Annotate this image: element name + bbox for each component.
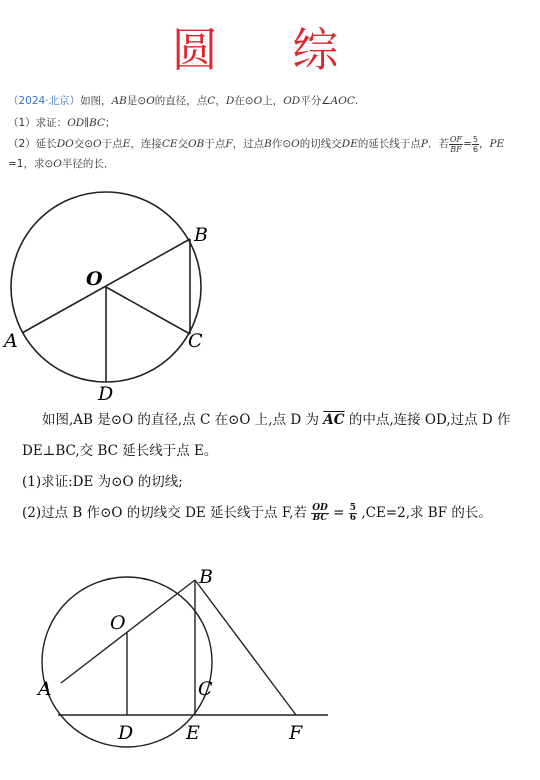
stem-text: ，: [215, 95, 226, 107]
problem-2: [22, 405, 532, 529]
label-o: O: [110, 612, 126, 634]
math-pe: PE: [489, 138, 505, 150]
frac-num: OD: [312, 503, 328, 513]
math-aoc: AOC: [330, 95, 355, 107]
q2-text: ．若: [427, 138, 449, 150]
math-b: B: [264, 138, 272, 150]
math-do: DO: [56, 138, 74, 150]
stem-text: 是⊙: [126, 95, 147, 107]
fraction-5-6: [349, 504, 357, 523]
figure-2-circle-tangent-diagram: [0, 550, 360, 750]
label-d: D: [118, 722, 134, 744]
problem-2-question-1: (1)求证:DE 为⊙O 的切线;: [22, 474, 183, 490]
fraction-of-bf: [449, 135, 463, 154]
frac-num: 5: [349, 503, 357, 513]
label-f: F: [289, 722, 303, 744]
math-e: E: [122, 138, 131, 150]
stem-text-line2: DE⊥BC,交 BC 延长线于点 E。: [22, 443, 218, 459]
q2-text: =1，求⊙: [8, 158, 54, 170]
frac-den: 6: [349, 513, 357, 523]
label-b: B: [199, 566, 213, 588]
math-o: O: [291, 138, 300, 150]
label-a: A: [4, 330, 18, 352]
math-ce: CE: [161, 138, 178, 150]
math-ob: OB: [188, 138, 205, 150]
q2-text: （2）延长: [8, 138, 57, 150]
segment-oc: [106, 287, 190, 334]
q2-text: ，: [478, 138, 490, 150]
q1-math: OD∥BC: [67, 117, 106, 129]
equals-sign: =: [333, 505, 345, 521]
q2-text: 的延长线于点: [357, 138, 421, 150]
problem-1-question-2: [8, 134, 536, 174]
math-o: O: [93, 138, 102, 150]
math-c: C: [207, 95, 216, 107]
q2-text: ，过点: [232, 138, 265, 150]
q1-prefix: （1）求证：: [8, 117, 68, 129]
q2-text: 交: [177, 138, 189, 150]
stem-text: 的中点,连接 OD,过点 D 作: [348, 412, 511, 428]
label-a: A: [38, 678, 52, 700]
frac-num: 5: [472, 134, 478, 144]
problem-1: [8, 90, 536, 174]
problem-2-stem: [22, 405, 532, 436]
label-e: E: [186, 722, 200, 744]
label-c: C: [188, 330, 203, 352]
page-title: 圆 综: [171, 23, 369, 77]
problem-1-stem: [8, 90, 536, 112]
fraction-5-6: [472, 135, 479, 154]
label-d: D: [98, 383, 114, 400]
diameter-ab: [61, 580, 195, 683]
stem-text: .: [354, 95, 359, 107]
stem-text: 如图，: [80, 95, 112, 107]
q1-suffix: ；: [105, 117, 116, 129]
q2-text: 作⊙: [271, 138, 292, 150]
source-tag: （2024·北京）: [8, 95, 81, 107]
figure-1-circle-diagram: [0, 185, 230, 400]
frac-den: BC: [312, 513, 328, 523]
problem-2-question-2: [22, 498, 532, 529]
label-b: B: [194, 224, 208, 246]
q2-text: (2)过点 B 作⊙O 的切线交 DE 延长线于点 F,若: [22, 505, 307, 521]
frac-den: 6: [472, 144, 478, 154]
stem-text: 的直径，点: [154, 95, 208, 107]
arc-ac: $\overline{AC}$: [323, 412, 345, 428]
problem-1-question-1: [8, 112, 536, 134]
q2-text: ,CE=2,求 BF 的长。: [361, 505, 492, 521]
fraction-od-bc: [311, 504, 329, 523]
label-c: C: [198, 678, 213, 700]
label-o: O: [86, 268, 103, 290]
q2-text: 于点: [101, 138, 123, 150]
stem-text: 如图,AB 是⊙O 的直径,点 C 在⊙O 上,点 D 为: [42, 412, 319, 428]
frac-den: BF: [450, 144, 462, 154]
math-ab: AB: [111, 95, 127, 107]
math-de: DE: [341, 138, 358, 150]
q2-text: 半径的长．: [61, 158, 115, 170]
math-o: O: [53, 158, 62, 170]
q2-text: ，连接: [130, 138, 162, 150]
math-d: D: [225, 95, 235, 107]
q2-text: 交⊙: [73, 138, 94, 150]
stem-text: 上，: [262, 95, 284, 107]
math-p: P: [420, 138, 428, 150]
math-od: OD: [283, 95, 301, 107]
equals-sign: =: [463, 138, 472, 150]
math-o: O: [146, 95, 155, 107]
q2-text: 于点: [204, 138, 226, 150]
math-f: F: [225, 138, 233, 150]
frac-num: OF: [449, 134, 463, 144]
math-o: O: [253, 95, 263, 107]
stem-text: 在⊙: [234, 95, 254, 107]
q2-text: 的切线交: [299, 138, 342, 150]
stem-text: 平分∠: [300, 95, 331, 107]
